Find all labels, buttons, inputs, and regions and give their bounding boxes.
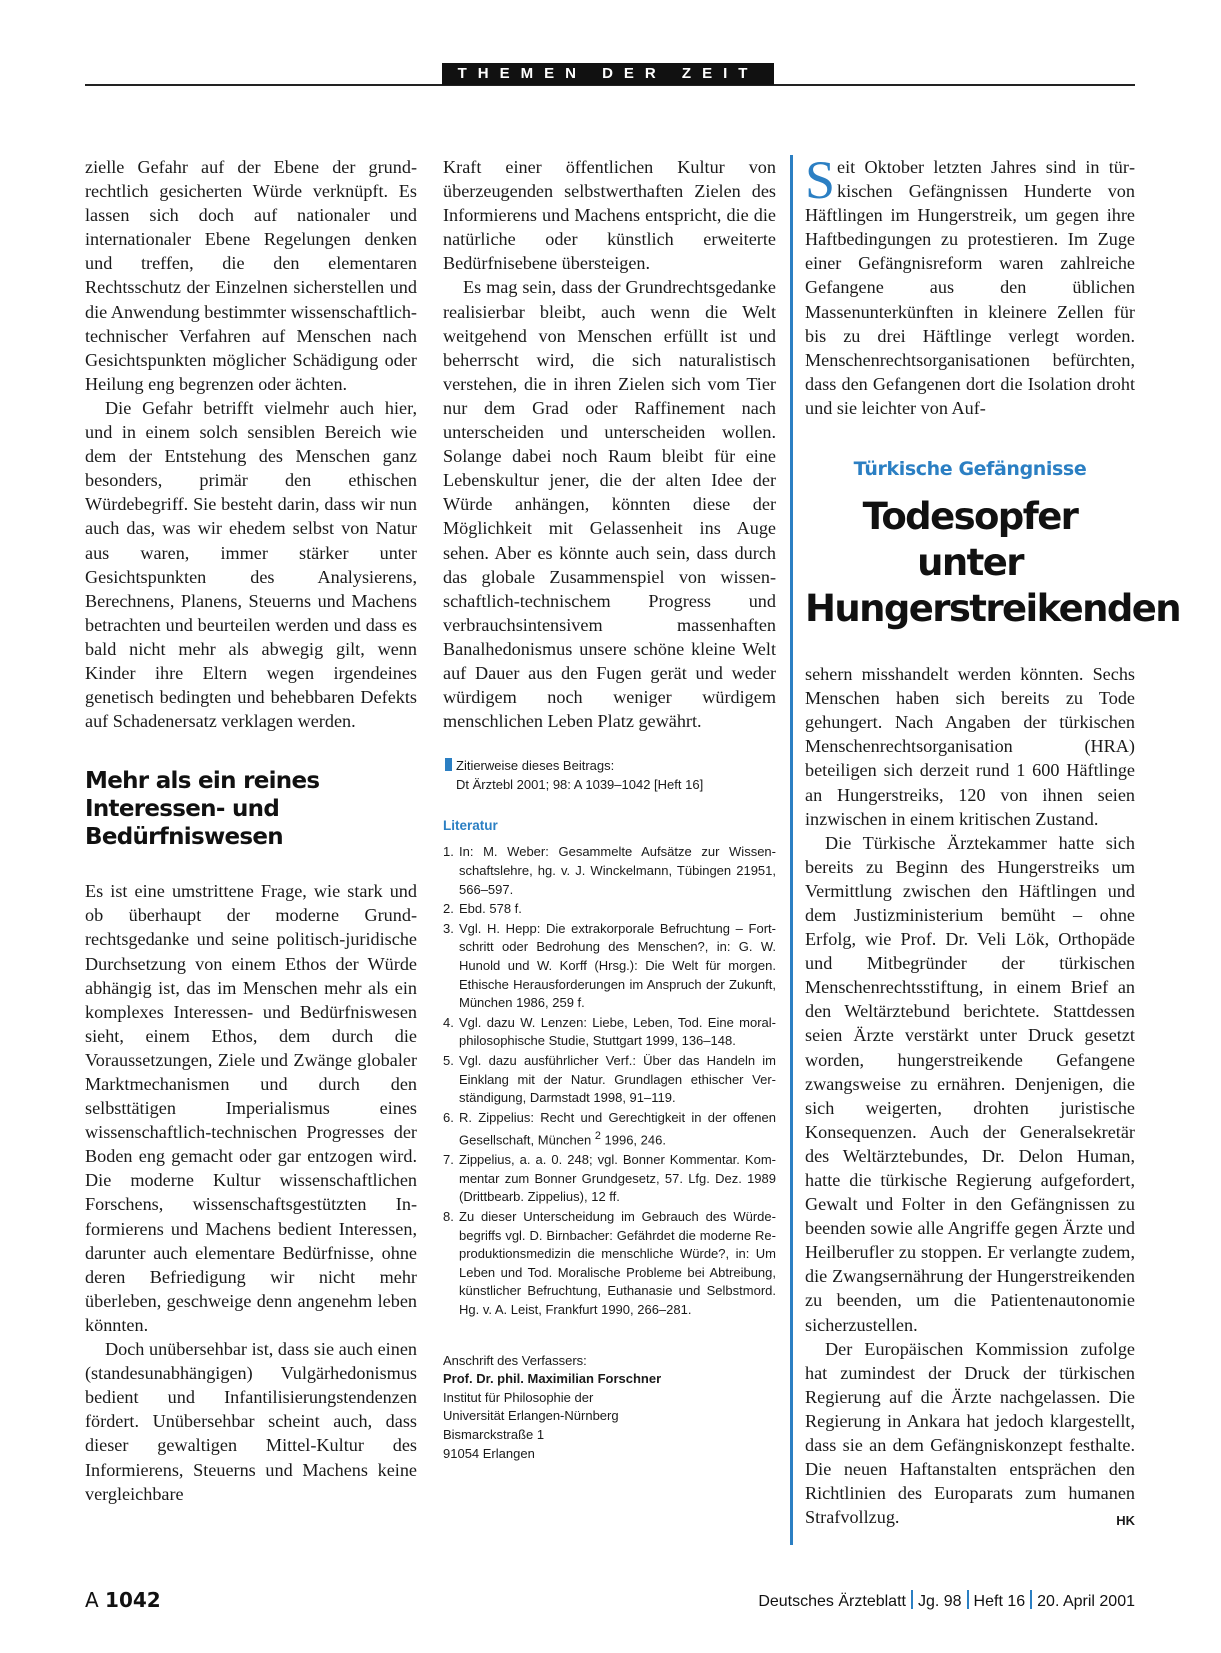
address-line-3: Bismarckstraße 1 — [443, 1426, 545, 1442]
col3-paragraph-1-text: eit Oktober letzten Jahres sind in türkischen Gefängnissen Hunderte von Häftlingen im Hungerstreik, um gegen ihre Haftbedingungen zu protestieren. Im Zuge einer Gefängnisreform waren zahlreiche Gefangene aus den üblichen Massenunterkünften in kleinere Zellen für bis zu drei Häftlinge verlegt worden. Menschenrechtsorganisationen befürchten, dass den Gefangenen dort die Isolation droht und sie leichter von Auf- — [805, 157, 1135, 418]
column-2 — [443, 155, 776, 1463]
author-name: Prof. Dr. phil. Maximilian Forschner — [443, 1371, 662, 1387]
reference-text: In: M. Weber: Gesammelte Aufsätze zur Wissenschaftslehre, hg. v. J. Winckelmann, Tübingen 21951, 566–597. — [459, 844, 776, 897]
reference-superscript: 2 — [594, 1130, 601, 1143]
author-signature: HK — [1116, 1513, 1135, 1529]
journal-date: 20. April 2001 — [1037, 1593, 1135, 1610]
col1-paragraph-2: Die Gefahr betrifft vielmehr auch hier, und in einem solch sensiblen Bereich wie dem der Entstehung des Menschen ganz besonders, primär den ethischen Würdebegriff. Sie besteht darin, dass wir nun auch das, was wir ehedem selbst von Natur aus waren, immer stärker unter Gesichtspunkten des Analysierens, Berechnens, Planens, Steuerns und Machens betrachten und beurteilen werden und dass es bald nicht mehr als abwegig gilt, wenn Kinder ihre Eltern wegen irgendeines genetisch bedingten und behebbaren Defekts auf Schadenersatz verklagen werden. — [85, 397, 417, 732]
reference-item — [443, 920, 776, 1013]
reference-number: 4. — [443, 1014, 454, 1030]
literature-title: Literatur — [443, 818, 498, 834]
reference-item — [443, 1014, 776, 1051]
col3-paragraph-1 — [805, 150, 1135, 420]
reference-item — [443, 843, 776, 899]
reference-text: Ebd. 578 f. — [459, 901, 522, 917]
page-number — [85, 1588, 161, 1612]
citation-reference: Dt Ärztebl 2001; 98: A 1039–1042 [Heft 16] — [456, 776, 704, 792]
page-number-value: 1042 — [105, 1588, 161, 1612]
citation-block — [443, 757, 776, 794]
sidebar-rule — [790, 155, 793, 1545]
reference-item — [443, 900, 776, 919]
col1-paragraph-1: zielle Gefahr auf der Ebene der grundrechtlich gesicherten Würde verknüpft. Es lassen sich doch auf nationaler und internationaler Ebene Regelungen denken und treffen, die den elementaren Rechtsschutz der Einzelnen sicherstellen und die Anwendung bestimmter wissenschaftlich-technischer Verfahren auf Menschen nach Gesichtspunkten möglicher Schädigung oder Heilung eng begrenzen oder ächten. — [85, 157, 417, 394]
reference-number: 6. — [443, 1109, 454, 1125]
reference-text: Zippelius, a. a. 0. 248; vgl. Bonner Kommentar. Kommentar zum Bonner Grundgesetz, 57. Lfg. Dez. 1989 (Drittbearb. Zippelius), 12 ff. — [459, 1152, 776, 1205]
column-3 — [805, 150, 1180, 1533]
reference-number: 2. — [443, 901, 454, 917]
footer-separator — [967, 1590, 969, 1609]
col3-paragraph-4-text: Der Europäischen Kommission zufolge hat zumindest der Druck der türkischen Regierung auf die Ärzte nachgelassen. Die Regierung in Ankara hat jedoch klargestellt, dass sie an dem Gefängniskonzept festhalte. Die neuen Haftanstalten entsprächen den Richtlinien des Europarats zum humanen Strafvollzug. — [805, 1338, 1135, 1528]
reference-number: 8. — [443, 1209, 454, 1225]
col3-paragraph-2: sehern misshandelt werden könnten. Sechs Menschen haben sich bereits zu Tode gehungert. Nach Angaben der türkischen Menschenrechtsorganisation (HRA) beteiligen sich derzeit rund 1 600 Häftlinge an Hungerstreiks, 120 von ihnen seien inzwischen in einem kritischen Zustand. — [805, 664, 1135, 829]
author-address — [443, 1352, 776, 1464]
journal-volume: Jg. 98 — [917, 1593, 962, 1610]
section-label: THEMEN DER ZEIT — [442, 63, 774, 85]
reference-item — [443, 1109, 776, 1151]
column-1 — [85, 155, 417, 1506]
col2-paragraph-2: Es mag sein, dass der Grundrechtsgedanke realisierbar bleibt, auch wenn die Welt weitgehend von Menschen erfüllt ist und beherrscht wird, die sich naturalistisch verstehen, die in ihren Zielen sich vom Tier nur dem Grad oder Raffinement nach unterscheiden und unterscheiden wollen. Solange dabei noch Raum bleibt für eine Lebenskultur jener, die der alten Idee der Würde anhängen, könnten diese der Möglichkeit mit Gelassenheit ins Auge sehen. Aber es könnte auch sein, dass durch das globale Zusammenspiel von wissenschaftlich-technischem Progress und verbrauchsintensivem massenhaften Banalhedonismus unsere schöne kleine Welt auf Dauer aus den Fugen gerät und weder würdigem noch weniger würdigem menschlichen Leben Platz gewährt. — [443, 277, 776, 732]
address-line-1: Institut für Philosophie der — [443, 1389, 594, 1405]
journal-name: Deutsches Ärzteblatt — [758, 1593, 906, 1610]
reference-text: R. Zippelius: Recht und Gerechtigkeit in der offenen Gesellschaft, München — [459, 1109, 776, 1148]
reference-number: 1. — [443, 844, 454, 860]
reference-item — [443, 1208, 776, 1320]
reference-number: 3. — [443, 920, 454, 936]
reference-text: Vgl. dazu W. Lenzen: Liebe, Leben, Tod. Eine moralphilosophische Studie, Stuttgart 1999, 136–148. — [459, 1014, 776, 1049]
address-line-2: Universität Erlangen-Nürnberg — [443, 1408, 619, 1424]
reference-text: Vgl. dazu ausführlicher Verf.: Über das Handeln im Einklang mit der Natur. Grundlagen ethischer Verständigung, Darmstadt 1998, 91–119. — [459, 1052, 776, 1106]
reference-list — [443, 843, 776, 1319]
article-kicker: Türkische Gefängnisse — [853, 458, 1087, 481]
journal-issue: Heft 16 — [973, 1593, 1026, 1610]
citation-label: Zitierweise dieses Beitrags: — [456, 758, 615, 774]
col3-paragraph-4 — [805, 1337, 1135, 1530]
reference-item — [443, 1151, 776, 1207]
col1-paragraph-3: Es ist eine umstrittene Frage, wie stark und ob überhaupt der moderne Grundrechtsgedanke und seine politisch-juridische Durchsetzung von einem Ethos der Würde abhängig ist, das im Menschen mehr als ein komplexes Interessen- und Bedürfniswesen sieht, einem Ethos, dem durch die Voraussetzungen, Ziele und Zwänge globaler Marktmechanismen und durch den selbsttätigen Imperialismus eines wissenschaftlich-technischen Progresses der Boden eng gemacht oder gar entzogen wird. Die moderne Kultur wissenschaftlichen Forschens, wissenschaftsgestützten Informierens und Machens bedient Interessen, darunter auch elementare Bedürfnisse, ohne deren Befriedigung wir nicht mehr überleben, geschweige denn angenehm leben könnten. — [85, 881, 417, 1335]
col2-paragraph-1: Kraft einer öffentlichen Kultur von überzeugenden selbstwerthaften Zielen des Informierens und Machens entspricht, die die natürliche oder künstlich erweiterte Bedürfnisebene übersteigen. — [443, 157, 776, 274]
reference-text-tail: 1996, 246. — [600, 1132, 666, 1148]
reference-number: 5. — [443, 1052, 454, 1068]
footer-info — [758, 1590, 1135, 1611]
citation-marker — [445, 758, 452, 771]
col3-paragraph-3: Die Türkische Ärztekammer hatte sich bereits zu Beginn des Hungerstreiks um Vermittlung zwischen den Häftlingen und dem Justizministerium bemüht – ohne Erfolg, wie Prof. Dr. Veli Lök, Orthopäde und Mitbegründer der türkischen Menschenrechtsstiftung, in einem Brief an den Weltärztebund berichtete. Stattdessen seien Ärzte verstärkt unter Druck gesetzt worden, hungerstreikende Gefangene zwangsweise zu ernähren. Denjenigen, die sich weigerten, drohten juristische Konsequenzen. Auch der Generalsekretär des Weltärztebundes, Dr. Delon Human, hatte die türkische Regierung aufgefordert, Gewalt und Folter in den Gefängnissen zu beenden sowie alle Angriffe gegen Ärzte und Heilberufler zu stoppen. Er verlangte zudem, die Zwangsernährung der Hungerstreikenden zu beenden, um die Patientenautonomie sicherzustellen. — [805, 832, 1135, 1335]
address-line-4: 91054 Erlangen — [443, 1445, 535, 1461]
address-label: Anschrift des Verfassers: — [443, 1352, 587, 1368]
reference-text: Vgl. H. Hepp: Die extrakorporale Befruchtung – Fortschritt oder Bedrohung des Menschen?, in: G. W. Hunold und W. Korff (Hrsg.): Die Welt für morgen. Ethische Herausforderungen im Anspruch der Zukunft, München 1986, 259 f. — [459, 920, 776, 1011]
footer-separator — [911, 1590, 913, 1609]
article-headline: Todesopfer unter Hungerstreikenden — [805, 495, 1180, 631]
page-prefix: A — [85, 1588, 99, 1612]
reference-number: 7. — [443, 1152, 454, 1168]
col1-paragraph-4: Doch unübersehbar ist, dass sie auch einen (standesunabhängigen) Vulgärhedonismus bedient und Infantilisierungstendenzen fördert. Unübersehbar scheint auch, dass dieser gewaltigen Mittel-Kultur des Informierens, Steuerns und Machens keine vergleichbare — [85, 1339, 417, 1504]
drop-cap: S — [805, 150, 836, 210]
col1-subheading: Mehr als ein reines Interessen- und Bedürfniswesen — [85, 768, 320, 851]
footer-separator — [1030, 1590, 1032, 1609]
reference-text: Zu dieser Unterscheidung im Gebrauch des Würdebegriffs vgl. D. Birnbacher: Gefährdet die moderne Reproduktionsmedizin die menschliche Würde?, in: Um Leben und Tod. Moralische Probleme bei Abtreibung, künstlicher Befruchtung, Euthanasie und Selbstmord. Hg. v. A. Leist, Frankfurt 1990, 266–281. — [459, 1209, 776, 1318]
reference-item — [443, 1052, 776, 1108]
